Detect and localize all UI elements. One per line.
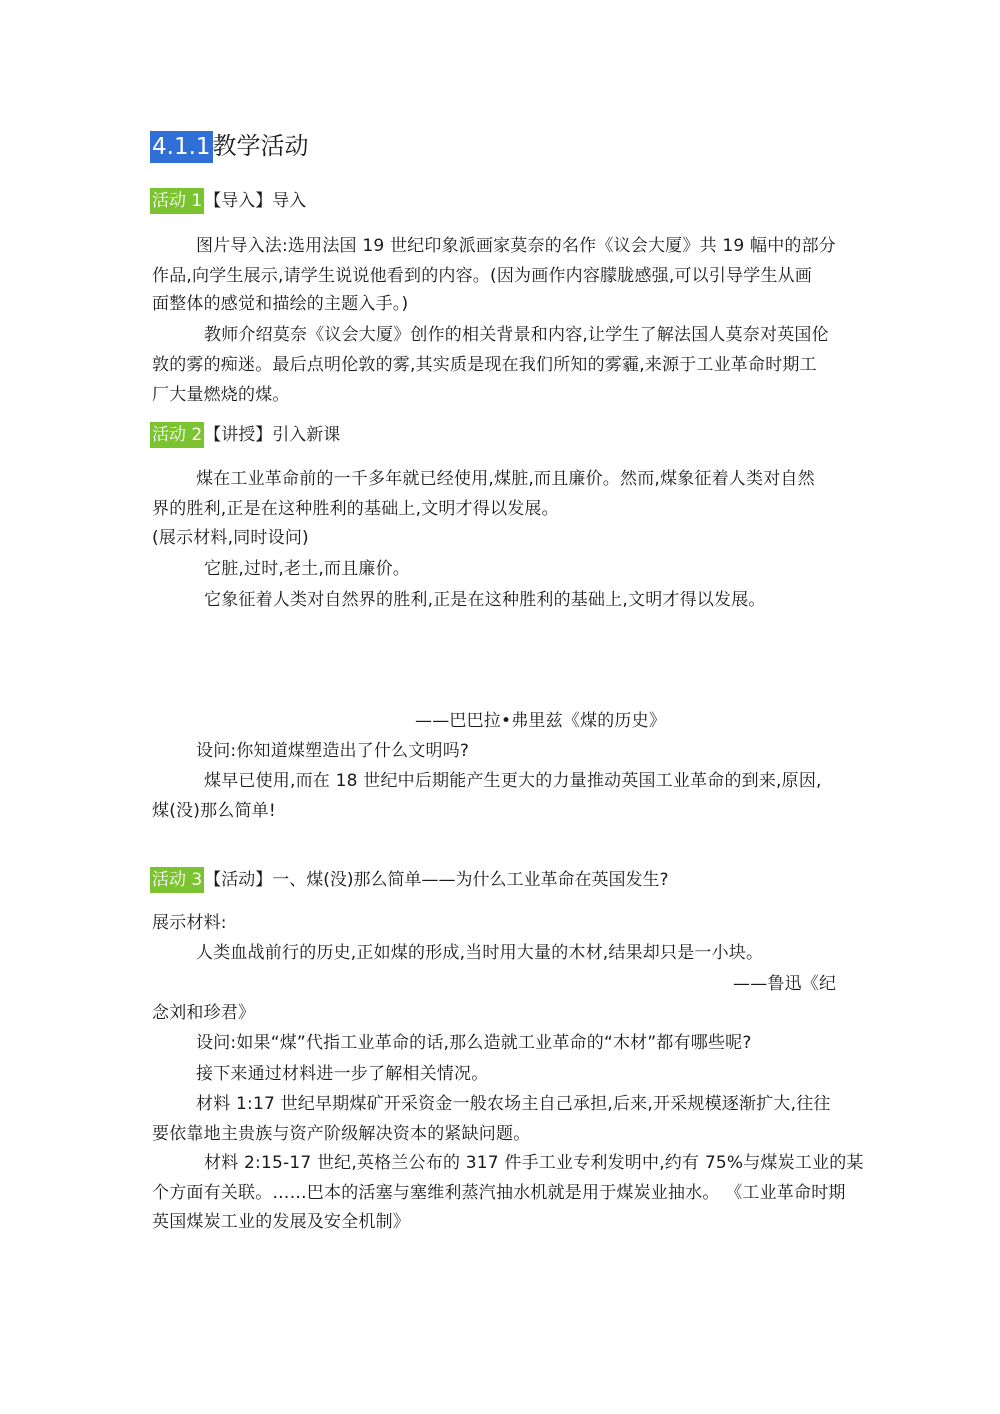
- paragraph-line: 界的胜利,正是在这种胜利的基础上,文明才得以发展。: [152, 499, 559, 519]
- paragraph-line: 敦的雾的痴迷。最后点明伦敦的雾,其实质是现在我们所知的雾霾,来源于工业革命时期工: [152, 355, 817, 375]
- quote-source-continued: 念刘和珍君》: [152, 1003, 256, 1023]
- paragraph-line: 图片导入法:选用法国 19 世纪印象派画家莫奈的名作《议会大厦》共 19 幅中的部分: [196, 236, 837, 256]
- activity-2-heading: [150, 422, 340, 448]
- quote-source: ——巴巴拉•弗里兹《煤的历史》: [415, 711, 667, 731]
- activity-3-heading: [150, 867, 669, 893]
- activity-3-title: 【活动】一、煤(没)那么简单——为什么工业革命在英国发生?: [204, 870, 669, 890]
- activity-2-title: 【讲授】引入新课: [204, 425, 341, 445]
- quote-source: ——鲁迅《纪: [733, 974, 837, 994]
- material-label: 展示材料:: [152, 913, 227, 933]
- activity-2-tag: 活动 2: [150, 422, 204, 448]
- material-line: 个方面有关联。……巴本的活塞与塞维利蒸汽抽水机就是用于煤炭业抽水。 《工业革命时期: [152, 1183, 846, 1203]
- material-line: 要依靠地主贵族与资产阶级解决资本的紧缺问题。: [152, 1124, 531, 1144]
- question-line: 设问:如果“煤”代指工业革命的话,那么造就工业革命的“木材”都有哪些呢?: [196, 1033, 752, 1053]
- section-number: 4.1.1: [150, 131, 213, 163]
- paragraph-line: 煤(没)那么简单!: [152, 801, 276, 821]
- paragraph-line: 煤在工业革命前的一千多年就已经使用,煤脏,而且廉价。然而,煤象征着人类对自然: [196, 469, 815, 489]
- section-title: 教学活动: [212, 132, 309, 160]
- paragraph-line: 教师介绍莫奈《议会大厦》创作的相关背景和内容,让学生了解法国人莫奈对英国伦: [204, 325, 829, 345]
- paragraph-line: 厂大量燃烧的煤。: [152, 385, 290, 405]
- quote-line: 它脏,过时,老土,而且廉价。: [204, 559, 411, 579]
- activity-3-tag: 活动 3: [150, 867, 204, 893]
- activity-1-title: 【导入】导入: [204, 191, 307, 211]
- paragraph-line: 接下来通过材料进一步了解相关情况。: [196, 1064, 489, 1084]
- quote-line: 它象征着人类对自然界的胜利,正是在这种胜利的基础上,文明才得以发展。: [204, 590, 766, 610]
- activity-1-heading: [150, 188, 306, 214]
- material-line: 材料 1:17 世纪早期煤矿开采资金一般农场主自己承担,后来,开采规模逐渐扩大,往往: [196, 1094, 831, 1114]
- section-heading: [150, 130, 309, 163]
- material-note: (展示材料,同时设问): [152, 528, 309, 548]
- material-line: 材料 2:15-17 世纪,英格兰公布的 317 件手工业专利发明中,约有 75%与煤炭工业的某: [204, 1153, 864, 1173]
- paragraph-line: 面整体的感觉和描绘的主题入手。): [152, 294, 409, 314]
- activity-1-tag: 活动 1: [150, 188, 204, 214]
- question-line: 设问:你知道煤塑造出了什么文明吗?: [196, 741, 470, 761]
- quote-line: 人类血战前行的历史,正如煤的形成,当时用大量的木材,结果却只是一小块。: [196, 943, 764, 963]
- material-line: 英国煤炭工业的发展及安全机制》: [152, 1212, 410, 1232]
- paragraph-line: 煤早已使用,而在 18 世纪中后期能产生更大的力量推动英国工业革命的到来,原因,: [204, 771, 822, 791]
- paragraph-line: 作品,向学生展示,请学生说说他看到的内容。(因为画作内容朦胧感强,可以引导学生从画: [152, 266, 813, 286]
